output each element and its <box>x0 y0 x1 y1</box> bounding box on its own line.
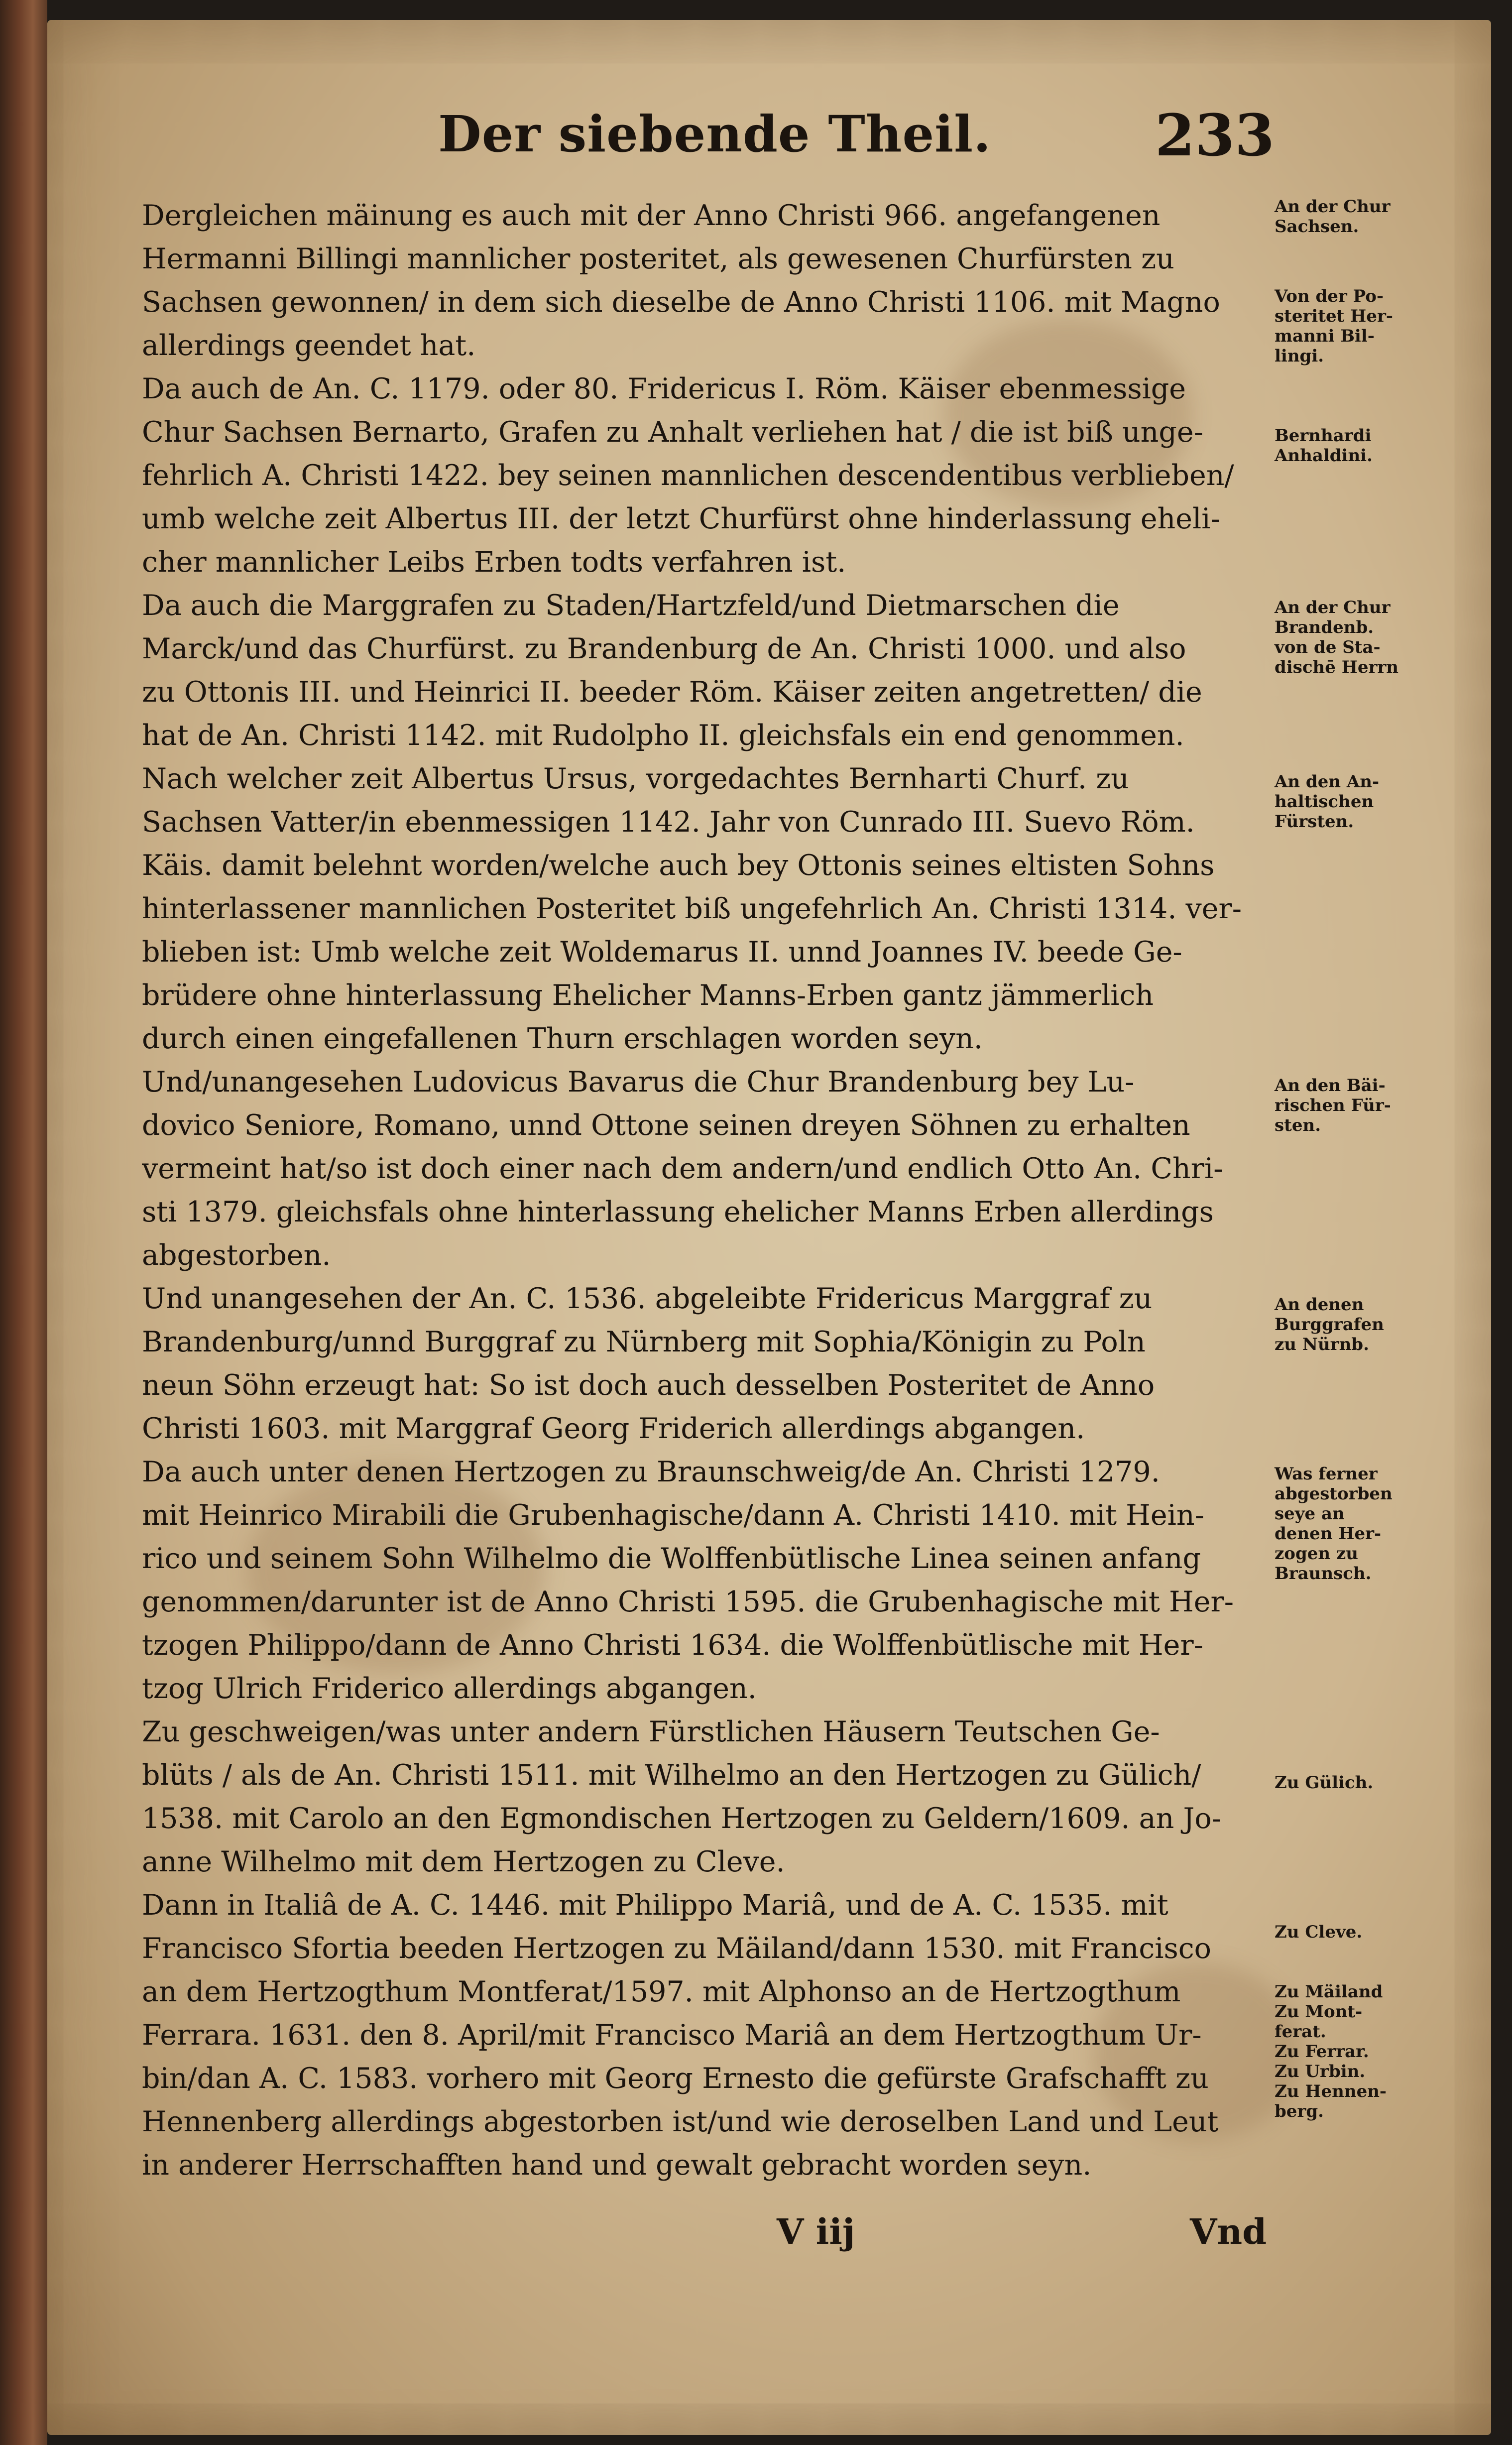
marginal-note-line: abgestorben <box>1275 1484 1393 1504</box>
paragraph <box>142 1451 1262 1711</box>
marginal-note-line: An den Bäi- <box>1275 1076 1386 1096</box>
marginal-note-line: denen Her- <box>1275 1524 1382 1544</box>
marginal-note <box>1275 1464 1404 1584</box>
marginal-note-line: Bernhardi <box>1275 426 1372 446</box>
marginal-note-line: Zu Ferrar. <box>1275 2042 1369 2062</box>
text-line: Brandenburg/unnd Burggraf zu Nürnberg mit Sophia/Königin zu Poln <box>142 1326 1146 1358</box>
text-line: mit Heinrico Mirabili die Grubenhagische/dann A. Christi 1410. mit Hein- <box>142 1499 1204 1532</box>
text-line: Sachsen gewonnen/ in dem sich dieselbe de Anno Christi 1106. mit Magno <box>142 286 1220 319</box>
text-line: Käis. damit belehnt worden/welche auch bey Ottonis seines eltisten Sohns <box>142 849 1215 882</box>
text-line: an dem Hertzogthum Montferat/1597. mit Alphonso an de Hertzogthum <box>142 1975 1181 2008</box>
paragraph <box>142 584 1262 757</box>
paragraph <box>142 367 1262 584</box>
marginal-note-line: steritet Her- <box>1275 306 1393 326</box>
text-line: blüts / als de An. Christi 1511. mit Wilhelmo an den Hertzogen zu Gülich/ <box>142 1759 1201 1792</box>
marginal-note-line: zu Nürnb. <box>1275 1335 1369 1354</box>
text-line: fehrlich A. Christi 1422. bey seinen mannlichen descendentibus verblieben/ <box>142 459 1234 492</box>
paragraph <box>142 757 1262 1061</box>
marginal-note <box>1275 426 1404 466</box>
page-number: 233 <box>1155 102 1275 169</box>
text-line: Und unangesehen der An. C. 1536. abgeleibte Fridericus Marggraf zu <box>142 1282 1153 1315</box>
marginal-note-line: Zu Mäiland <box>1275 1982 1383 2002</box>
marginal-note <box>1275 1076 1404 1135</box>
text-line: Nach welcher zeit Albertus Ursus, vorgedachtes Bernharti Churf. zu <box>142 762 1129 795</box>
marginal-note-line: Zu Mont- <box>1275 2002 1363 2022</box>
text-line: umb welche zeit Albertus III. der letzt Churfürst ohne hinderlassung eheli- <box>142 502 1220 535</box>
text-line: Dergleichen mäinung es auch mit der Anno Christi 966. angefangenen <box>142 199 1161 232</box>
text-line: Hennenberg allerdings abgestorben ist/und wie deroselben Land und Leut <box>142 2105 1219 2138</box>
marginal-note-line: Braunsch. <box>1275 1564 1372 1584</box>
text-line: Zu geschweigen/was unter andern Fürstlichen Häusern Teutschen Ge- <box>142 1715 1160 1748</box>
text-line: Sachsen Vatter/in ebenmessigen 1142. Jahr von Cunrado III. Suevo Röm. <box>142 806 1195 839</box>
marginal-note-line: Zu Urbin. <box>1275 2062 1366 2081</box>
text-line: Christi 1603. mit Marggraf Georg Friderich allerdings abgangen. <box>142 1412 1085 1445</box>
marginal-note-line: Burggrafen <box>1275 1315 1384 1335</box>
facing-page-edge <box>0 0 47 2445</box>
text-line: vermeint hat/so ist doch einer nach dem andern/und endlich Otto An. Chri- <box>142 1152 1223 1185</box>
text-line: neun Söhn erzeugt hat: So ist doch auch desselben Posteritet de Anno <box>142 1369 1155 1402</box>
text-line: Chur Sachsen Bernarto, Grafen zu Anhalt verliehen hat / die ist biß unge- <box>142 416 1203 449</box>
text-line: brüdere ohne hinterlassung Ehelicher Manns-Erben gantz jämmerlich <box>142 979 1154 1012</box>
text-line: Ferrara. 1631. den 8. April/mit Francisco Mariâ an dem Hertzogthum Ur- <box>142 2019 1202 2052</box>
marginal-note <box>1275 1922 1404 1942</box>
marginal-note-line: An den An- <box>1275 772 1380 792</box>
marginal-note <box>1275 1773 1404 1793</box>
text-line: rico und seinem Sohn Wilhelmo die Wolffenbütlische Linea seinen anfang <box>142 1542 1201 1575</box>
marginal-note <box>1275 197 1404 237</box>
text-line: allerdings geendet hat. <box>142 329 476 362</box>
text-line: Da auch unter denen Hertzogen zu Braunschweig/de An. Christi 1279. <box>142 1456 1160 1488</box>
marginal-note-line: An der Chur <box>1275 197 1391 217</box>
text-line: dovico Seniore, Romano, unnd Ottone seinen dreyen Söhnen zu erhalten <box>142 1109 1190 1142</box>
marginal-note-line: von de Sta- <box>1275 637 1381 657</box>
running-head: Der siebende Theil. <box>438 105 991 163</box>
text-line: abgestorben. <box>142 1239 331 1272</box>
body-text <box>142 194 1262 2187</box>
marginal-note-line: Anhaldini. <box>1275 446 1373 466</box>
signature-mark: V iij <box>777 2211 855 2252</box>
text-line: Hermanni Billingi mannlicher posteritet, als gewesenen Churfürsten zu <box>142 243 1174 275</box>
marginal-note-line: berg. <box>1275 2101 1324 2121</box>
text-line: Und/unangesehen Ludovicus Bavarus die Chur Brandenburg bey Lu- <box>142 1066 1135 1099</box>
marginal-note-line: Brandenb. <box>1275 617 1374 637</box>
text-line: tzogen Philippo/dann de Anno Christi 1634. die Wolffenbütlische mit Her- <box>142 1629 1203 1662</box>
paragraph <box>142 1884 1262 2187</box>
marginal-note <box>1275 1295 1404 1354</box>
text-line: 1538. mit Carolo an den Egmondischen Hertzogen zu Geldern/1609. an Jo- <box>142 1802 1221 1835</box>
marginal-note-line: ferat. <box>1275 2022 1326 2042</box>
text-line: Dann in Italiâ de A. C. 1446. mit Philippo Mariâ, und de A. C. 1535. mit <box>142 1889 1168 1922</box>
marginal-note <box>1275 286 1404 366</box>
marginal-note-line: seye an <box>1275 1504 1345 1524</box>
marginal-note-line: Zu Gülich. <box>1275 1773 1374 1793</box>
marginal-note-line: Von der Po- <box>1275 286 1384 306</box>
text-line: anne Wilhelmo mit dem Hertzogen zu Cleve. <box>142 1845 785 1878</box>
text-line: Da auch die Marggrafen zu Staden/Hartzfeld/und Dietmarschen die <box>142 589 1120 622</box>
text-line: blieben ist: Umb welche zeit Woldemarus II. unnd Joannes IV. beede Ge- <box>142 936 1182 969</box>
marginal-note <box>1275 1982 1404 2121</box>
marginal-note-line: dischē Herrn <box>1275 657 1399 677</box>
paragraph <box>142 1061 1262 1277</box>
text-line: hat de An. Christi 1142. mit Rudolpho II. gleichsfals ein end genommen. <box>142 719 1184 752</box>
paragraph <box>142 194 1262 367</box>
marginal-note-line: An der Chur <box>1275 598 1391 617</box>
catchword: Vnd <box>1190 2211 1267 2252</box>
text-line: in anderer Herrschafften hand und gewalt gebracht worden seyn. <box>142 2149 1092 2182</box>
paragraph <box>142 1277 1262 1451</box>
marginal-note-line: Sachsen. <box>1275 217 1359 237</box>
paragraph <box>142 1711 1262 1884</box>
text-line: hinterlassener mannlichen Posteritet biß ungefehrlich An. Christi 1314. ver- <box>142 892 1242 925</box>
text-line: cher mannlicher Leibs Erben todts verfahren ist. <box>142 546 846 579</box>
marginal-note <box>1275 598 1404 677</box>
marginal-note-line: sten. <box>1275 1115 1321 1135</box>
text-line: durch einen eingefallenen Thurn erschlagen worden seyn. <box>142 1022 983 1055</box>
text-line: bin/dan A. C. 1583. vorhero mit Georg Ernesto die gefürste Grafschafft zu <box>142 2062 1209 2095</box>
text-line: sti 1379. gleichsfals ohne hinterlassung ehelicher Manns Erben allerdings <box>142 1196 1214 1228</box>
text-line: Marck/und das Churfürst. zu Brandenburg de An. Christi 1000. und also <box>142 632 1186 665</box>
text-line: zu Ottonis III. und Heinrici II. beeder Röm. Käiser zeiten angetretten/ die <box>142 676 1202 709</box>
marginal-note <box>1275 772 1404 832</box>
marginal-note-line: lingi. <box>1275 346 1324 366</box>
marginal-note-line: haltischen <box>1275 792 1374 812</box>
marginal-note-line: rischen Für- <box>1275 1096 1391 1115</box>
marginal-note-line: zogen zu <box>1275 1544 1358 1564</box>
marginal-note-line: Zu Hennen- <box>1275 2081 1387 2101</box>
text-line: genommen/darunter ist de Anno Christi 1595. die Grubenhagische mit Her- <box>142 1586 1234 1618</box>
text-line: Francisco Sfortia beeden Hertzogen zu Mäiland/dann 1530. mit Francisco <box>142 1932 1211 1965</box>
marginal-note-line: Was ferner <box>1275 1464 1378 1484</box>
marginal-note-line: An denen <box>1275 1295 1364 1315</box>
text-line: Da auch de An. C. 1179. oder 80. Fridericus I. Röm. Käiser ebenmessige <box>142 372 1186 405</box>
marginal-note-line: Zu Cleve. <box>1275 1922 1363 1942</box>
marginal-note-line: Fürsten. <box>1275 812 1354 832</box>
text-line: tzog Ulrich Friderico allerdings abgangen. <box>142 1672 757 1705</box>
marginal-note-line: manni Bil- <box>1275 326 1375 346</box>
